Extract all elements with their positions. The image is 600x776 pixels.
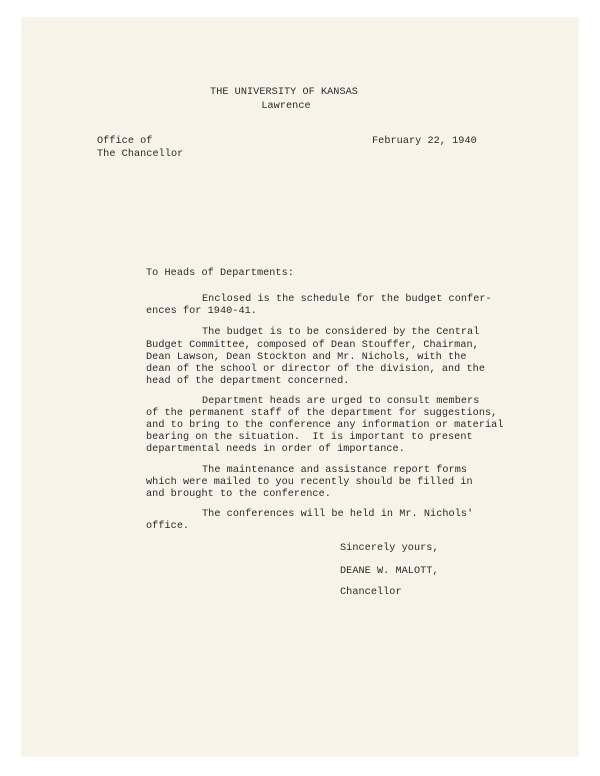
- office-line-2: The Chancellor: [97, 149, 184, 160]
- body-line: head of the department concerned.: [146, 376, 350, 387]
- signer-name: DEANE W. MALOTT,: [340, 566, 439, 577]
- office-line-1: Office of: [97, 136, 153, 147]
- body-line: of the permanent staff of the department for suggestions,: [146, 408, 498, 419]
- body-line: Dean Lawson, Dean Stockton and Mr. Nichols, with the: [146, 352, 467, 363]
- valediction: Sincerely yours,: [340, 543, 439, 554]
- letterhead-city: Lawrence: [261, 101, 311, 112]
- body-line: bearing on the situation. It is important to present: [146, 432, 473, 443]
- body-line: dean of the school or director of the division, and the: [146, 364, 485, 375]
- body-line: Department heads are urged to consult members: [202, 396, 480, 407]
- body-line: The conferences will be held in Mr. Nichols': [202, 509, 474, 520]
- letterhead-university: THE UNIVERSITY OF KANSAS: [210, 87, 358, 98]
- body-line: office.: [146, 521, 190, 532]
- body-line: ences for 1940-41.: [146, 306, 257, 317]
- body-line: which were mailed to you recently should be filled in: [146, 477, 473, 488]
- body-line: Budget Committee, composed of Dean Stouffer, Chairman,: [146, 340, 479, 351]
- body-line: departmental needs in order of importance.: [146, 444, 405, 455]
- body-line: The maintenance and assistance report forms: [202, 465, 468, 476]
- body-line: The budget is to be considered by the Central: [202, 327, 480, 338]
- salutation: To Heads of Departments:: [146, 268, 294, 279]
- body-line: and to bring to the conference any information or material: [146, 420, 504, 431]
- body-line: Enclosed is the schedule for the budget confer-: [202, 294, 492, 305]
- signer-title: Chancellor: [340, 587, 402, 598]
- letter-date: February 22, 1940: [372, 136, 477, 147]
- body-line: and brought to the conference.: [146, 489, 331, 500]
